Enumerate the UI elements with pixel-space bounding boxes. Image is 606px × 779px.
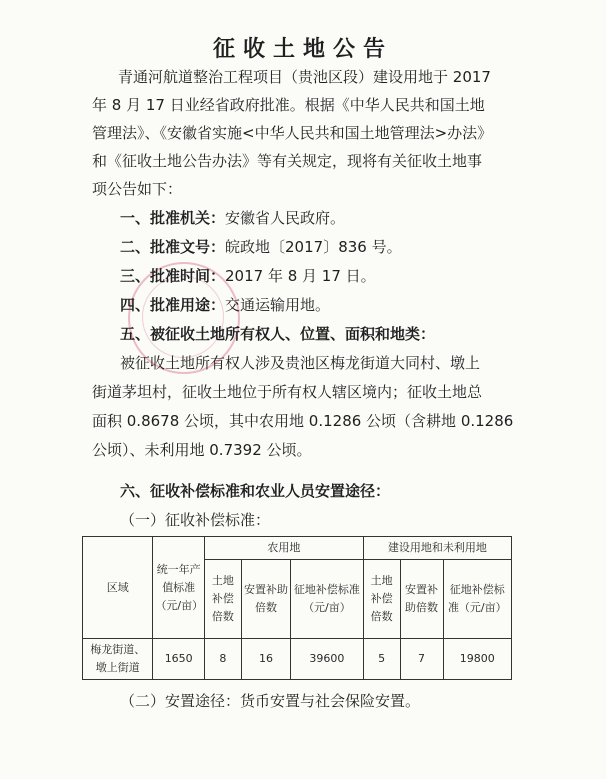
section-label: 二、批准文号： [120, 238, 226, 256]
section-approval-authority [120, 207, 345, 229]
table-header-agri-resettlement-multiple: 安置补助倍数 [241, 560, 290, 639]
section-approval-number [120, 236, 402, 258]
table-header-row [83, 537, 512, 560]
section-label: 一、批准机关： [120, 209, 226, 227]
table-header-region: 区域 [83, 537, 153, 639]
land-detail-line: 被征收土地所有权人涉及贵池区梅龙街道大同村、墩上 [120, 354, 481, 372]
table-header-agri-land-multiple: 土地补偿倍数 [204, 560, 241, 639]
table-cell: 5 [363, 639, 400, 680]
section-label: 三、批准时间： [120, 267, 226, 285]
compensation-table [82, 536, 512, 680]
section-value: 2017 年 8 月 17 日。 [225, 267, 376, 285]
section-value: 安徽省人民政府。 [225, 209, 346, 227]
resettlement-subheading: （二）安置途径：货币安置与社会保险安置。 [120, 692, 421, 710]
section-label: 四、批准用途： [120, 296, 226, 314]
compensation-standard-subheading: （一）征收补偿标准： [120, 511, 271, 529]
section-approval-date [120, 265, 376, 287]
table-cell: 39600 [291, 639, 364, 680]
table-header-build-standard: 征地补偿标准（元/亩） [443, 560, 511, 639]
table-row [83, 639, 512, 680]
table-cell: 7 [400, 639, 443, 680]
section-value: 交通运输用地。 [225, 296, 331, 314]
table-header-build-land-multiple: 土地补偿倍数 [363, 560, 400, 639]
table-header-agricultural-land: 农用地 [204, 537, 363, 560]
table-header-build-resettlement-multiple: 安置补助倍数 [400, 560, 443, 639]
table-header-agri-standard: 征地补偿标准（元/亩） [291, 560, 364, 639]
land-detail-line: 街道茅坦村，征收土地位于所有权人辖区境内；征收土地总 [92, 383, 483, 401]
table-cell: 19800 [443, 639, 511, 680]
intro-line: 和《征收土地公告办法》等有关规定，现将有关征收土地事 [92, 152, 483, 170]
table-cell-region: 梅龙街道、墩上街道 [83, 639, 153, 680]
land-detail-line: 面积 0.8678 公顷，其中农用地 0.1286 公顷（含耕地 0.1286 [92, 412, 514, 430]
table-header-unified-value: 统一年产值标准（元/亩） [153, 537, 205, 639]
intro-line: 青通河航道整治工程项目（贵池区段）建设用地于 2017 [118, 68, 491, 86]
table-cell: 16 [241, 639, 290, 680]
section-compensation-heading: 六、征收补偿标准和农业人员安置途径： [120, 482, 391, 500]
intro-line: 项公告如下： [92, 180, 183, 198]
intro-line: 管理法》、《安徽省实施<中华人民共和国土地管理法>办法》 [92, 124, 493, 142]
table-cell: 8 [204, 639, 241, 680]
intro-line: 年 8 月 17 日业经省政府批准。根据《中华人民共和国土地 [92, 96, 485, 114]
section-approval-purpose [120, 294, 330, 316]
table-header-construction-unused-land: 建设用地和未利用地 [363, 537, 511, 560]
document-title: 征收土地公告 [212, 37, 393, 62]
section-land-heading: 五、被征收土地所有权人、位置、面积和地类： [120, 325, 436, 343]
table-cell: 1650 [153, 639, 205, 680]
land-detail-line: 公顷）、未利用地 0.7392 公顷。 [92, 441, 312, 459]
section-value: 皖政地〔2017〕836 号。 [225, 238, 402, 256]
